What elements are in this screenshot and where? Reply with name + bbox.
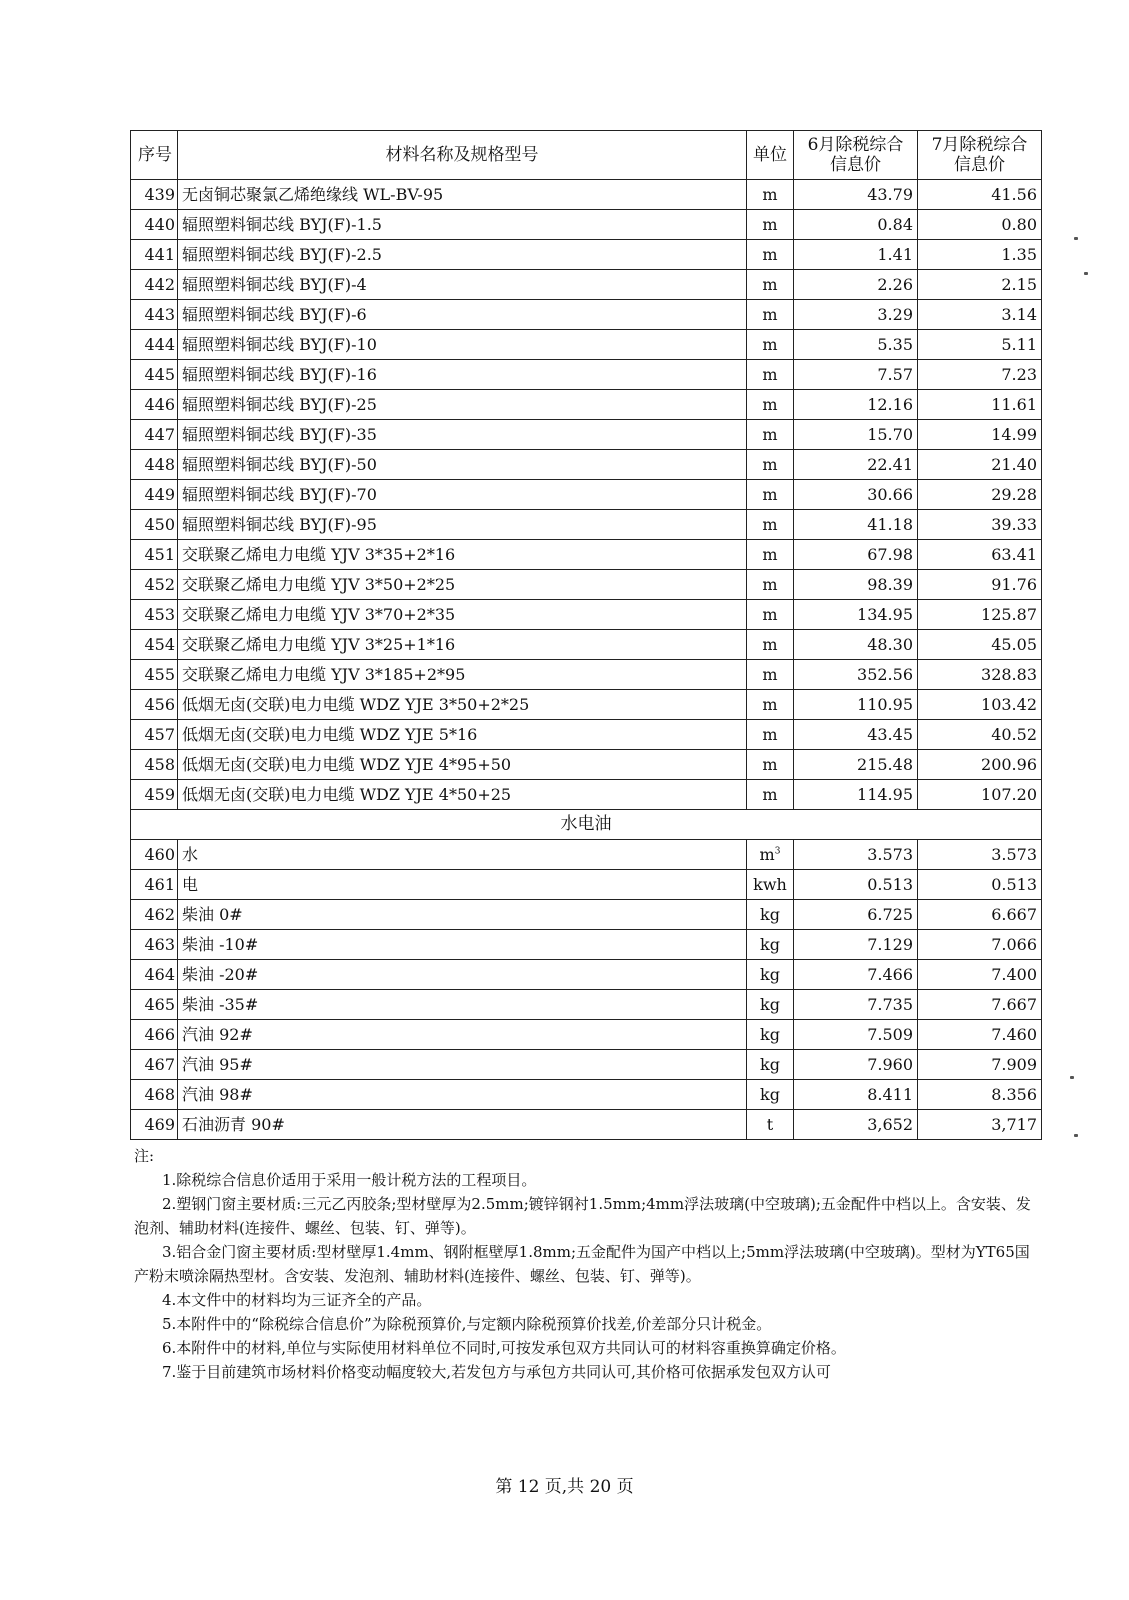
- row-unit: m: [747, 420, 794, 450]
- row-july-price: 21.40: [918, 450, 1042, 480]
- table-row: [131, 360, 1042, 390]
- header-july-line1: 7月除税综合: [931, 135, 1028, 155]
- row-seq: 469: [131, 1110, 178, 1140]
- row-july-price: 2.15: [918, 270, 1042, 300]
- row-july-price: 63.41: [918, 540, 1042, 570]
- row-unit: m: [747, 210, 794, 240]
- row-seq: 454: [131, 630, 178, 660]
- row-seq: 458: [131, 750, 178, 780]
- table-row: [131, 870, 1042, 900]
- row-unit: m: [747, 480, 794, 510]
- row-seq: 443: [131, 300, 178, 330]
- notes-heading: 注:: [134, 1147, 155, 1165]
- table-row: [131, 990, 1042, 1020]
- row-june-price: 6.725: [794, 900, 918, 930]
- table-row: [131, 420, 1042, 450]
- row-june-price: 98.39: [794, 570, 918, 600]
- table-row: [131, 210, 1042, 240]
- unit-superscript: 3: [774, 846, 781, 857]
- row-name: 柴油 0#: [178, 900, 747, 930]
- row-name: 辐照塑料铜芯线 BYJ(F)-4: [178, 270, 747, 300]
- table-row: [131, 1080, 1042, 1110]
- table-section: [131, 810, 1042, 840]
- row-july-price: 3.14: [918, 300, 1042, 330]
- row-name: 辐照塑料铜芯线 BYJ(F)-95: [178, 510, 747, 540]
- table-row: [131, 390, 1042, 420]
- header-unit: 单位: [747, 131, 794, 180]
- row-seq: 465: [131, 990, 178, 1020]
- header-july: [918, 131, 1042, 180]
- row-name: 交联聚乙烯电力电缆 YJV 3*50+2*25: [178, 570, 747, 600]
- row-seq: 445: [131, 360, 178, 390]
- row-unit: m: [747, 360, 794, 390]
- note-item: 2.塑钢门窗主要材质:三元乙丙胶条;型材壁厚为2.5mm;镀锌钢衬1.5mm;4mm浮法玻璃(中空玻璃);五金配件中档以上。含安装、发泡剂、辅助材料(连接件、螺丝、包装、钉、弹等)。: [134, 1195, 1031, 1237]
- table-row: [131, 270, 1042, 300]
- row-name: 汽油 98#: [178, 1080, 747, 1110]
- row-june-price: 7.129: [794, 930, 918, 960]
- row-name: 交联聚乙烯电力电缆 YJV 3*35+2*16: [178, 540, 747, 570]
- row-unit: m: [747, 450, 794, 480]
- row-name: 低烟无卤(交联)电力电缆 WDZ YJE 3*50+2*25: [178, 690, 747, 720]
- row-june-price: 7.960: [794, 1050, 918, 1080]
- row-june-price: 3,652: [794, 1110, 918, 1140]
- row-july-price: 7.066: [918, 930, 1042, 960]
- header-name: 材料名称及规格型号: [178, 131, 747, 180]
- row-june-price: 215.48: [794, 750, 918, 780]
- row-july-price: 7.667: [918, 990, 1042, 1020]
- row-june-price: 0.513: [794, 870, 918, 900]
- row-unit: kg: [747, 900, 794, 930]
- scan-speck: [1070, 1076, 1074, 1079]
- table-header-row: [131, 131, 1042, 180]
- row-name: 低烟无卤(交联)电力电缆 WDZ YJE 4*95+50: [178, 750, 747, 780]
- row-name: 交联聚乙烯电力电缆 YJV 3*185+2*95: [178, 660, 747, 690]
- row-june-price: 8.411: [794, 1080, 918, 1110]
- row-june-price: 7.57: [794, 360, 918, 390]
- note-item: 3.铝合金门窗主要材质:型材壁厚1.4mm、钢附框壁厚1.8mm;五金配件为国产中档以上;5mm浮法玻璃(中空玻璃)。型材为YT65国产粉末喷涂隔热型材。含安装、发泡剂、辅助材料(连接件、螺丝、包装、钉、弹等)。: [134, 1243, 1030, 1285]
- row-seq: 464: [131, 960, 178, 990]
- row-june-price: 3.29: [794, 300, 918, 330]
- row-june-price: 15.70: [794, 420, 918, 450]
- row-june-price: 110.95: [794, 690, 918, 720]
- row-july-price: 29.28: [918, 480, 1042, 510]
- table-row: [131, 960, 1042, 990]
- row-june-price: 352.56: [794, 660, 918, 690]
- row-june-price: 7.509: [794, 1020, 918, 1050]
- row-june-price: 1.41: [794, 240, 918, 270]
- row-unit: m: [747, 600, 794, 630]
- row-june-price: 22.41: [794, 450, 918, 480]
- row-seq: 440: [131, 210, 178, 240]
- row-seq: 461: [131, 870, 178, 900]
- row-july-price: 3.573: [918, 840, 1042, 870]
- notes: [134, 1144, 1034, 1384]
- table-row: [131, 180, 1042, 210]
- row-july-price: 11.61: [918, 390, 1042, 420]
- row-name: 低烟无卤(交联)电力电缆 WDZ YJE 5*16: [178, 720, 747, 750]
- table-row: [131, 1050, 1042, 1080]
- row-unit: m: [747, 270, 794, 300]
- table-row: [131, 300, 1042, 330]
- row-july-price: 41.56: [918, 180, 1042, 210]
- row-july-price: 7.400: [918, 960, 1042, 990]
- row-july-price: 107.20: [918, 780, 1042, 810]
- row-name: 低烟无卤(交联)电力电缆 WDZ YJE 4*50+25: [178, 780, 747, 810]
- row-unit: m: [747, 300, 794, 330]
- note-item: 6.本附件中的材料,单位与实际使用材料单位不同时,可按发承包双方共同认可的材料容重换算确定价格。: [162, 1339, 846, 1357]
- row-july-price: 125.87: [918, 600, 1042, 630]
- header-june: [794, 131, 918, 180]
- row-seq: 444: [131, 330, 178, 360]
- row-name: 柴油 -10#: [178, 930, 747, 960]
- row-june-price: 41.18: [794, 510, 918, 540]
- row-seq: 456: [131, 690, 178, 720]
- row-seq: 450: [131, 510, 178, 540]
- row-unit: kg: [747, 1050, 794, 1080]
- row-seq: 460: [131, 840, 178, 870]
- row-seq: 466: [131, 1020, 178, 1050]
- table-row: [131, 750, 1042, 780]
- note-item: 4.本文件中的材料均为三证齐全的产品。: [162, 1291, 432, 1309]
- row-july-price: 40.52: [918, 720, 1042, 750]
- row-july-price: 39.33: [918, 510, 1042, 540]
- row-june-price: 0.84: [794, 210, 918, 240]
- row-seq: 449: [131, 480, 178, 510]
- price-table: [130, 130, 1042, 1140]
- row-unit: m: [747, 750, 794, 780]
- row-unit: m: [747, 780, 794, 810]
- table-row: [131, 450, 1042, 480]
- row-seq: 455: [131, 660, 178, 690]
- table-row: [131, 630, 1042, 660]
- table-body-cables: [131, 180, 1042, 810]
- row-seq: 468: [131, 1080, 178, 1110]
- row-july-price: 8.356: [918, 1080, 1042, 1110]
- table-row: [131, 600, 1042, 630]
- row-july-price: 0.80: [918, 210, 1042, 240]
- header-june-line1: 6月除税综合: [807, 135, 904, 155]
- row-name: 水: [178, 840, 747, 870]
- row-seq: 453: [131, 600, 178, 630]
- table-row: [131, 540, 1042, 570]
- row-july-price: 91.76: [918, 570, 1042, 600]
- row-seq: 467: [131, 1050, 178, 1080]
- row-seq: 457: [131, 720, 178, 750]
- row-july-price: 7.909: [918, 1050, 1042, 1080]
- row-name: 交联聚乙烯电力电缆 YJV 3*25+1*16: [178, 630, 747, 660]
- header-seq: 序号: [131, 131, 178, 180]
- row-unit: m: [747, 330, 794, 360]
- table-body-utilities: [131, 840, 1042, 1140]
- page-footer: 第 12 页,共 20 页: [495, 1477, 634, 1497]
- row-unit: t: [747, 1110, 794, 1140]
- row-unit: kg: [747, 990, 794, 1020]
- table-row: [131, 330, 1042, 360]
- unit-base: m: [759, 845, 775, 864]
- row-unit: m: [747, 660, 794, 690]
- row-seq: 448: [131, 450, 178, 480]
- table-row: [131, 570, 1042, 600]
- row-june-price: 114.95: [794, 780, 918, 810]
- note-item: 5.本附件中的“除税综合信息价”为除税预算价,与定额内除税预算价找差,价差部分只计税金。: [162, 1315, 772, 1333]
- row-seq: 447: [131, 420, 178, 450]
- row-seq: 442: [131, 270, 178, 300]
- row-june-price: 43.79: [794, 180, 918, 210]
- row-july-price: 328.83: [918, 660, 1042, 690]
- table-row: [131, 690, 1042, 720]
- row-name: 辐照塑料铜芯线 BYJ(F)-35: [178, 420, 747, 450]
- row-seq: 452: [131, 570, 178, 600]
- row-unit: kg: [747, 960, 794, 990]
- row-june-price: 7.735: [794, 990, 918, 1020]
- row-july-price: 0.513: [918, 870, 1042, 900]
- row-july-price: 103.42: [918, 690, 1042, 720]
- row-june-price: 7.466: [794, 960, 918, 990]
- row-name: 无卤铜芯聚氯乙烯绝缘线 WL-BV-95: [178, 180, 747, 210]
- row-june-price: 134.95: [794, 600, 918, 630]
- row-unit: m: [747, 510, 794, 540]
- table-row: [131, 480, 1042, 510]
- row-unit: m: [747, 720, 794, 750]
- table-row: [131, 240, 1042, 270]
- row-unit: m: [747, 390, 794, 420]
- note-item: 7.鉴于目前建筑市场材料价格变动幅度较大,若发包方与承包方共同认可,其价格可依据承发包双方认可: [162, 1363, 831, 1381]
- row-name: 辐照塑料铜芯线 BYJ(F)-10: [178, 330, 747, 360]
- row-name: 辐照塑料铜芯线 BYJ(F)-2.5: [178, 240, 747, 270]
- scan-speck: [1084, 272, 1088, 275]
- row-unit: kg: [747, 1080, 794, 1110]
- row-june-price: 43.45: [794, 720, 918, 750]
- row-unit: m: [747, 630, 794, 660]
- row-seq: 446: [131, 390, 178, 420]
- table-row: [131, 660, 1042, 690]
- row-seq: 439: [131, 180, 178, 210]
- row-unit: m: [747, 240, 794, 270]
- row-name: 辐照塑料铜芯线 BYJ(F)-50: [178, 450, 747, 480]
- row-unit: m: [747, 540, 794, 570]
- section-title: 水电油: [131, 810, 1042, 840]
- table-row: [131, 780, 1042, 810]
- row-june-price: 12.16: [794, 390, 918, 420]
- row-july-price: 3,717: [918, 1110, 1042, 1140]
- row-june-price: 3.573: [794, 840, 918, 870]
- row-seq: 459: [131, 780, 178, 810]
- row-seq: 451: [131, 540, 178, 570]
- row-july-price: 5.11: [918, 330, 1042, 360]
- row-unit: m: [747, 690, 794, 720]
- row-seq: 463: [131, 930, 178, 960]
- row-name: 交联聚乙烯电力电缆 YJV 3*70+2*35: [178, 600, 747, 630]
- row-name: 辐照塑料铜芯线 BYJ(F)-1.5: [178, 210, 747, 240]
- row-name: 柴油 -35#: [178, 990, 747, 1020]
- row-june-price: 30.66: [794, 480, 918, 510]
- row-unit: kg: [747, 1020, 794, 1050]
- row-june-price: 5.35: [794, 330, 918, 360]
- table-row: [131, 840, 1042, 870]
- row-july-price: 45.05: [918, 630, 1042, 660]
- row-unit: kwh: [747, 870, 794, 900]
- section-row: [131, 810, 1042, 840]
- row-july-price: 200.96: [918, 750, 1042, 780]
- row-july-price: 6.667: [918, 900, 1042, 930]
- row-june-price: 67.98: [794, 540, 918, 570]
- row-name: 汽油 92#: [178, 1020, 747, 1050]
- table-row: [131, 720, 1042, 750]
- row-unit: m: [747, 570, 794, 600]
- row-july-price: 7.23: [918, 360, 1042, 390]
- row-name: 柴油 -20#: [178, 960, 747, 990]
- row-unit: kg: [747, 930, 794, 960]
- row-july-price: 14.99: [918, 420, 1042, 450]
- scan-speck: [1074, 237, 1078, 240]
- row-unit: m: [747, 180, 794, 210]
- scan-speck: [1074, 1134, 1078, 1137]
- row-june-price: 48.30: [794, 630, 918, 660]
- row-name: 辐照塑料铜芯线 BYJ(F)-6: [178, 300, 747, 330]
- row-name: 辐照塑料铜芯线 BYJ(F)-70: [178, 480, 747, 510]
- row-july-price: 7.460: [918, 1020, 1042, 1050]
- row-june-price: 2.26: [794, 270, 918, 300]
- row-name: 汽油 95#: [178, 1050, 747, 1080]
- table-row: [131, 900, 1042, 930]
- row-name: 电: [178, 870, 747, 900]
- table-row: [131, 510, 1042, 540]
- header-july-line2: 信息价: [954, 155, 1005, 175]
- row-seq: 462: [131, 900, 178, 930]
- row-unit: [747, 840, 794, 870]
- table-row: [131, 1020, 1042, 1050]
- row-seq: 441: [131, 240, 178, 270]
- table-row: [131, 930, 1042, 960]
- row-name: 辐照塑料铜芯线 BYJ(F)-16: [178, 360, 747, 390]
- table-row: [131, 1110, 1042, 1140]
- row-name: 辐照塑料铜芯线 BYJ(F)-25: [178, 390, 747, 420]
- header-june-line2: 信息价: [830, 155, 881, 175]
- row-name: 石油沥青 90#: [178, 1110, 747, 1140]
- row-july-price: 1.35: [918, 240, 1042, 270]
- note-item: 1.除税综合信息价适用于采用一般计税方法的工程项目。: [162, 1171, 537, 1189]
